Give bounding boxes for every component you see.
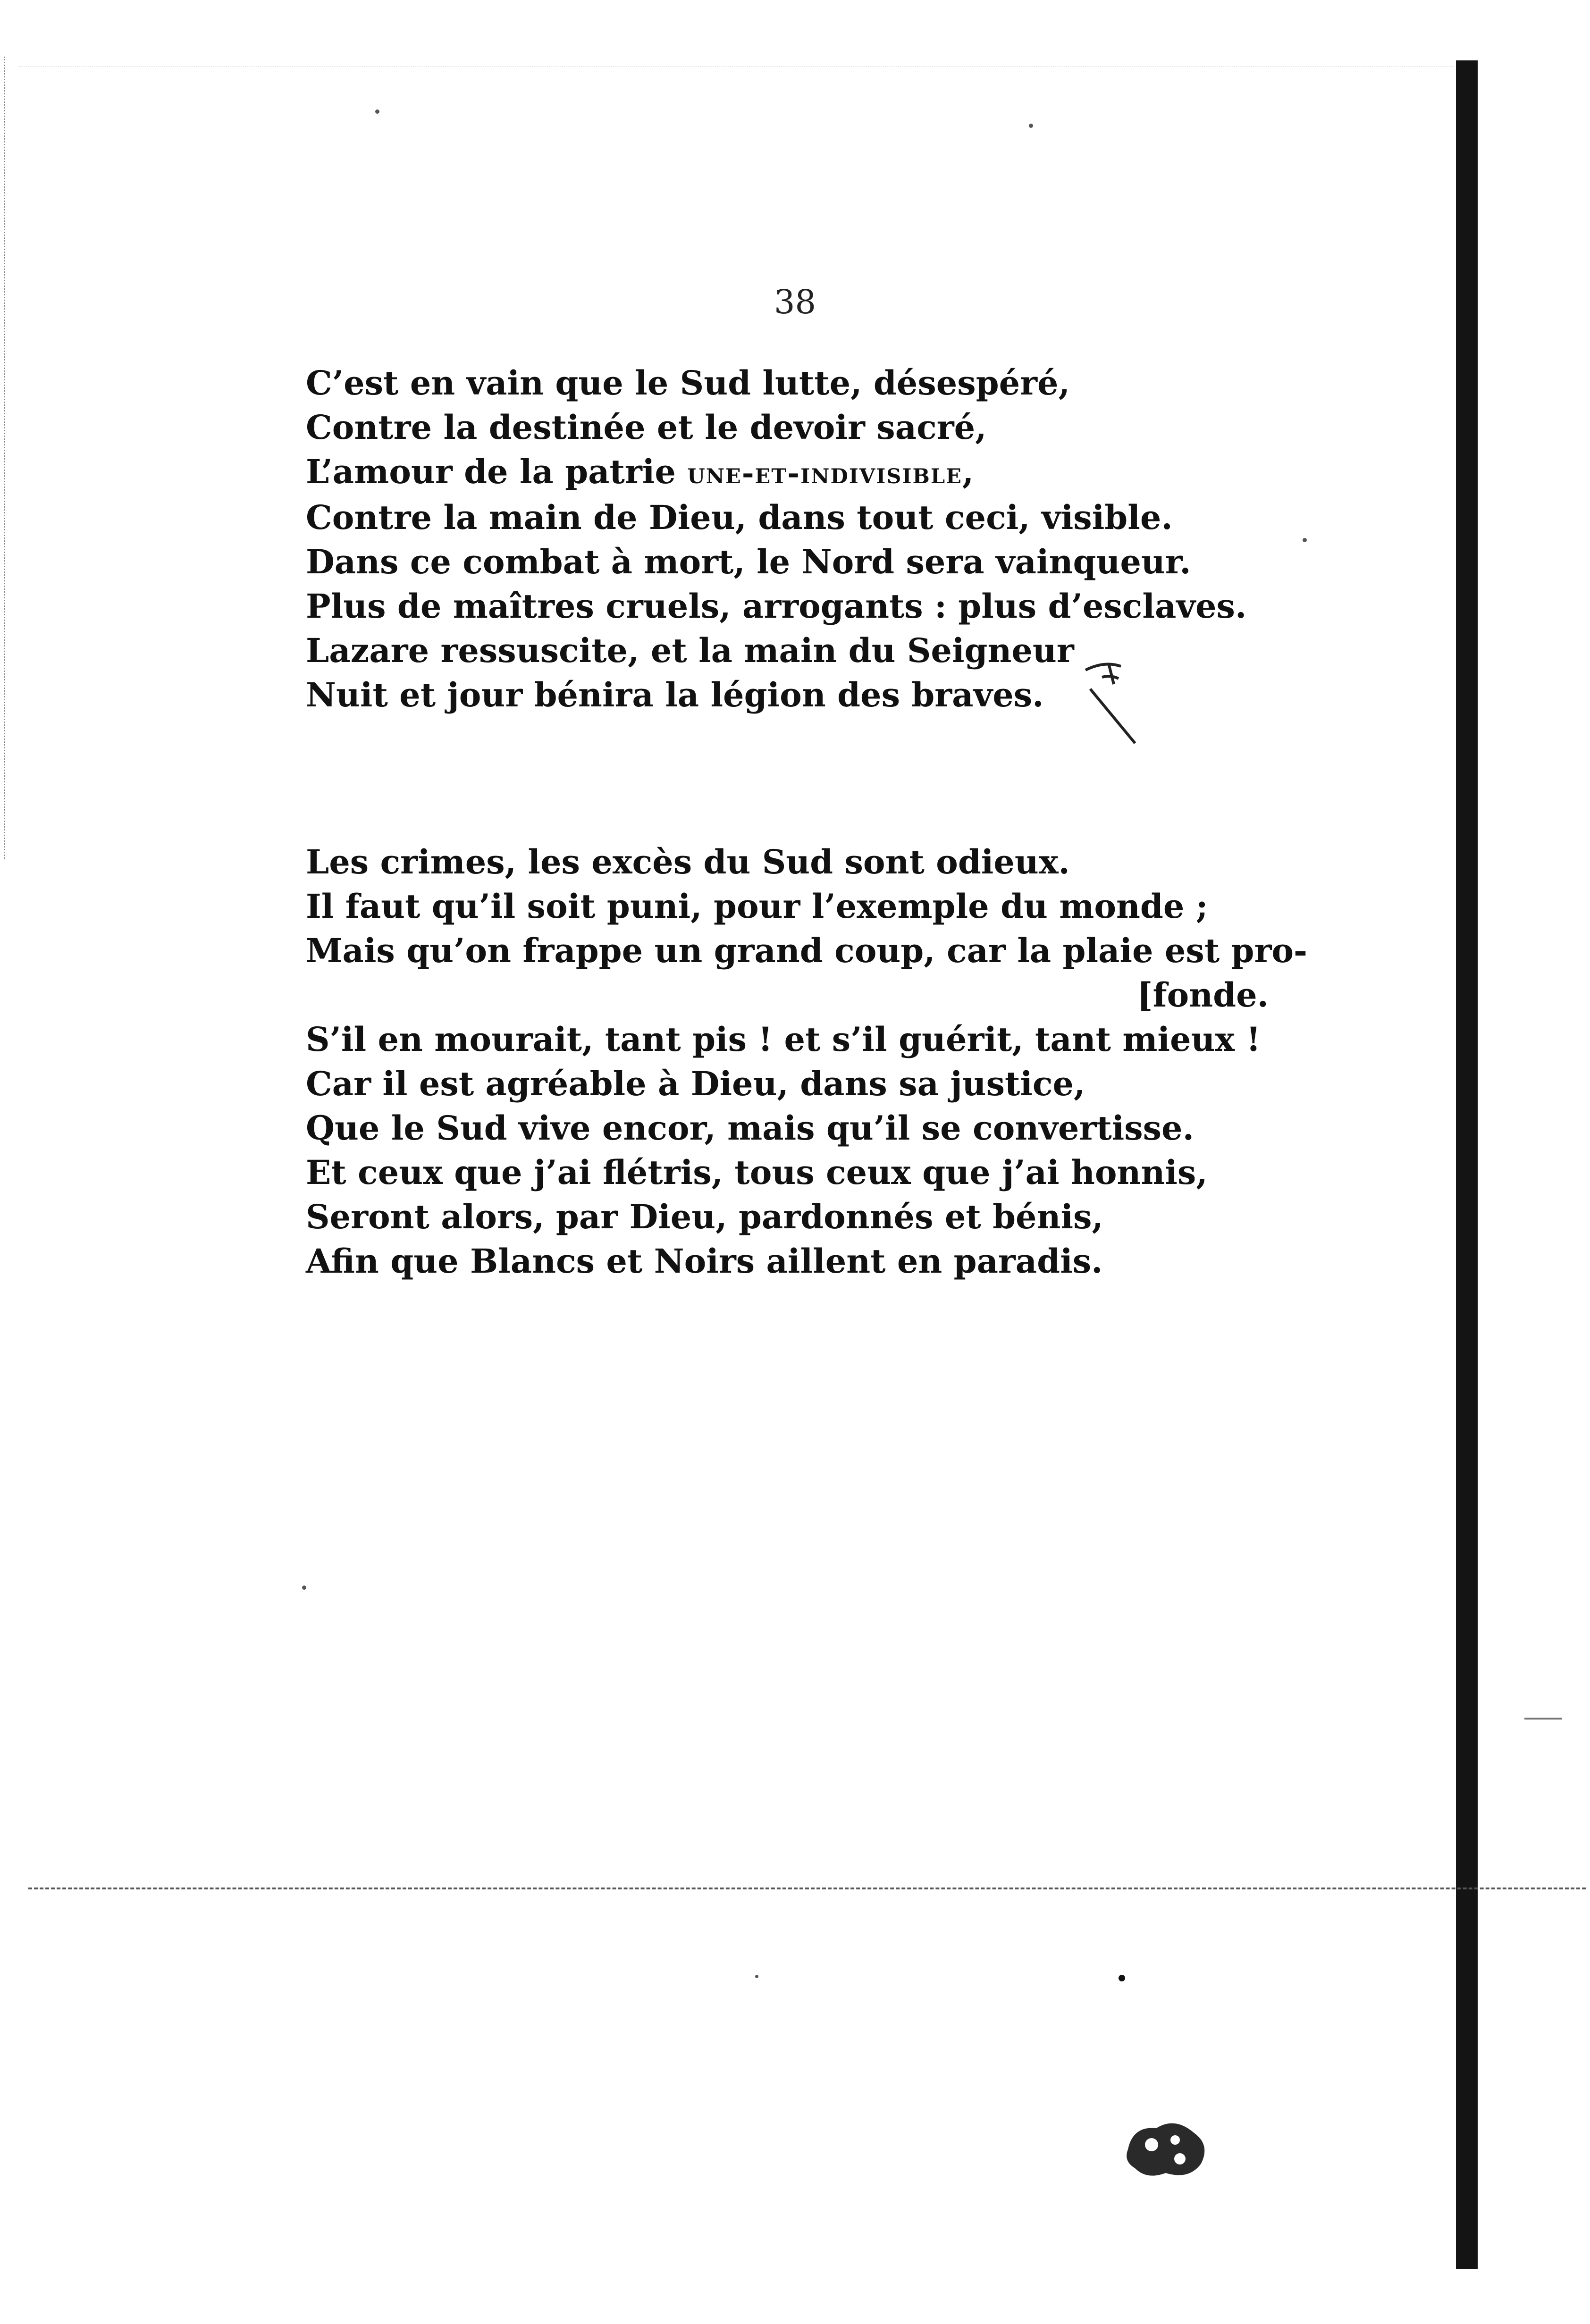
- handwritten-pen-mark: [1076, 656, 1142, 746]
- verse-line: C’est en vain que le Sud lutte, désespéré,: [306, 363, 1070, 403]
- verse-line-end: ,: [962, 452, 974, 491]
- verse-line: Dans ce combat à mort, le Nord sera vainqueur.: [306, 542, 1191, 581]
- binding-shadow-bar: [1456, 60, 1478, 2269]
- page-number: 38: [774, 283, 816, 321]
- verse-small-caps: une-et-indivisible: [687, 456, 962, 490]
- verse-line: Seront alors, par Dieu, pardonnés et bénis,: [306, 1197, 1103, 1236]
- verse-line: Contre la destinée et le devoir sacré,: [306, 408, 987, 447]
- verse-line-start: L’amour de la patrie: [306, 452, 688, 491]
- verse-line: Et ceux que j’ai flétris, tous ceux que j’ai honnis,: [306, 1153, 1208, 1192]
- verse-line: [306, 450, 1246, 495]
- verse-line: Car il est agréable à Dieu, dans sa justice,: [306, 1064, 1085, 1103]
- verse-line: Contre la main de Dieu, dans tout ceci, visible.: [306, 498, 1173, 537]
- verse-line: Nuit et jour bénira la légion des braves.: [306, 675, 1044, 714]
- paper-speck: [1119, 1975, 1125, 1981]
- ink-stain: [1119, 2112, 1213, 2182]
- verse-line: Afin que Blancs et Noirs aillent en paradis.: [306, 1242, 1103, 1281]
- verse-line: Plus de maîtres cruels, arrogants : plus d’esclaves.: [306, 587, 1247, 626]
- stanza-2: [306, 840, 1307, 1284]
- verse-line: Mais qu’on frappe un grand coup, car la plaie est pro-: [306, 931, 1308, 970]
- top-scan-edge: [19, 66, 1454, 67]
- verse-line: Les crimes, les excès du Sud sont odieux.: [306, 842, 1070, 881]
- paper-speck: [1303, 538, 1307, 542]
- paper-speck: [755, 1975, 758, 1978]
- verse-turnover: [fonde.: [1137, 975, 1269, 1015]
- verse-line: Que le Sud vive encor, mais qu’il se convertisse.: [306, 1108, 1194, 1148]
- verse-line: S’il en mourait, tant pis ! et s’il guérit, tant mieux !: [306, 1020, 1261, 1059]
- paper-speck: [302, 1586, 306, 1590]
- verse-line: Lazare ressuscite, et la main du Seigneur: [306, 631, 1074, 670]
- paper-speck: [1029, 124, 1033, 128]
- left-scan-edge: [4, 57, 8, 859]
- verse-line: Il faut qu’il soit puni, pour l’exemple du monde ;: [306, 887, 1208, 926]
- bottom-dashed-rule: [28, 1888, 1586, 1889]
- edge-tick-mark: [1524, 1718, 1562, 1720]
- paper-speck: [375, 109, 379, 114]
